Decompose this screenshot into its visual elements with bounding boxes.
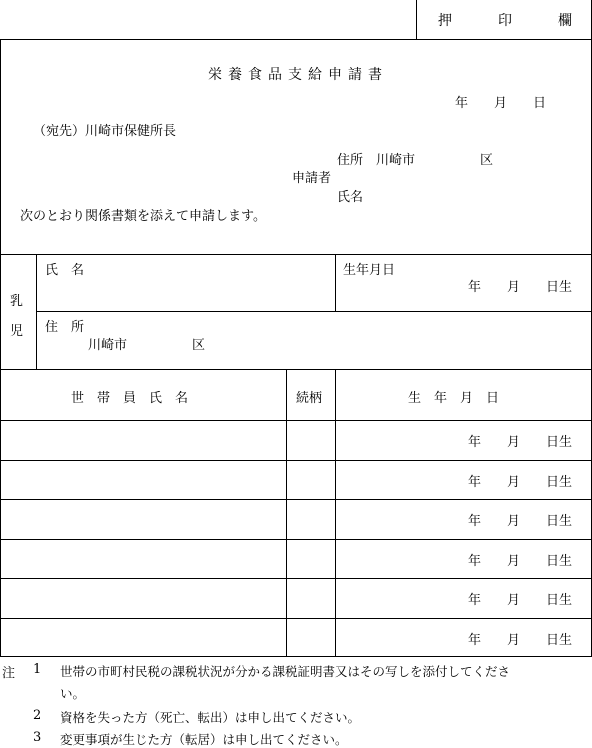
household-row-birth: 年 月 日生 [468, 554, 573, 569]
household-name-header: 世 帯 員 氏 名 [71, 391, 189, 406]
form-title: 栄養食品支給申請書 [208, 67, 388, 83]
infant-birth-value: 年 月 日生 [468, 280, 573, 295]
note-text: 変更事項が生じた方（転居）は申し出てください。 [60, 732, 348, 747]
notes-prefix: 注 [2, 666, 16, 681]
note-text: 資格を失った方（死亡、転出）は申し出てください。 [60, 710, 361, 725]
household-row-divider [0, 460, 592, 461]
note-text: 世帯の市町村民税の課税状況が分かる課税証明書又はその写しを添付してくださ [60, 664, 511, 679]
infant-side-label-2: 児 [10, 324, 24, 339]
infant-address-value: 川崎市 区 [88, 338, 206, 353]
infant-side-divider [36, 254, 37, 370]
applicant-label: 申請者 [292, 171, 332, 186]
household-row-birth: 年 月 日生 [468, 435, 573, 450]
infant-address-label: 住 所 [45, 320, 85, 335]
applicant-address: 住所 川崎市 区 [337, 153, 494, 168]
seal-label: 押 印 欄 [438, 13, 573, 29]
note-number: 1 [33, 662, 42, 677]
household-col-divider-1 [286, 369, 287, 657]
addressee: （宛先）川崎市保健所長 [33, 124, 177, 139]
household-row-birth: 年 月 日生 [468, 514, 573, 529]
household-header-divider [0, 420, 592, 421]
infant-row-divider [36, 311, 592, 312]
note-number: 2 [33, 708, 42, 723]
infant-birth-label: 生年月日 [343, 263, 396, 278]
application-statement: 次のとおり関係書類を添えて申請します。 [20, 209, 266, 224]
household-row-birth: 年 月 日生 [468, 475, 573, 490]
household-col-divider-2 [335, 369, 336, 657]
infant-side-label-1: 乳 [10, 294, 24, 309]
note-text-continued: い。 [60, 686, 86, 701]
household-birth-header: 生 年 月 日 [408, 391, 500, 406]
application-date: 年 月 日 [455, 96, 547, 111]
household-row-divider [0, 618, 592, 619]
household-row-birth: 年 月 日生 [468, 593, 573, 608]
household-row-divider [0, 578, 592, 579]
household-row-divider [0, 499, 592, 500]
household-row-birth: 年 月 日生 [468, 633, 573, 648]
note-number: 3 [33, 730, 42, 745]
household-relation-header: 続柄 [296, 391, 323, 406]
infant-col-divider [335, 254, 336, 312]
household-row-divider [0, 539, 592, 540]
applicant-name-label: 氏名 [337, 190, 364, 205]
infant-name-label: 氏 名 [45, 263, 85, 278]
